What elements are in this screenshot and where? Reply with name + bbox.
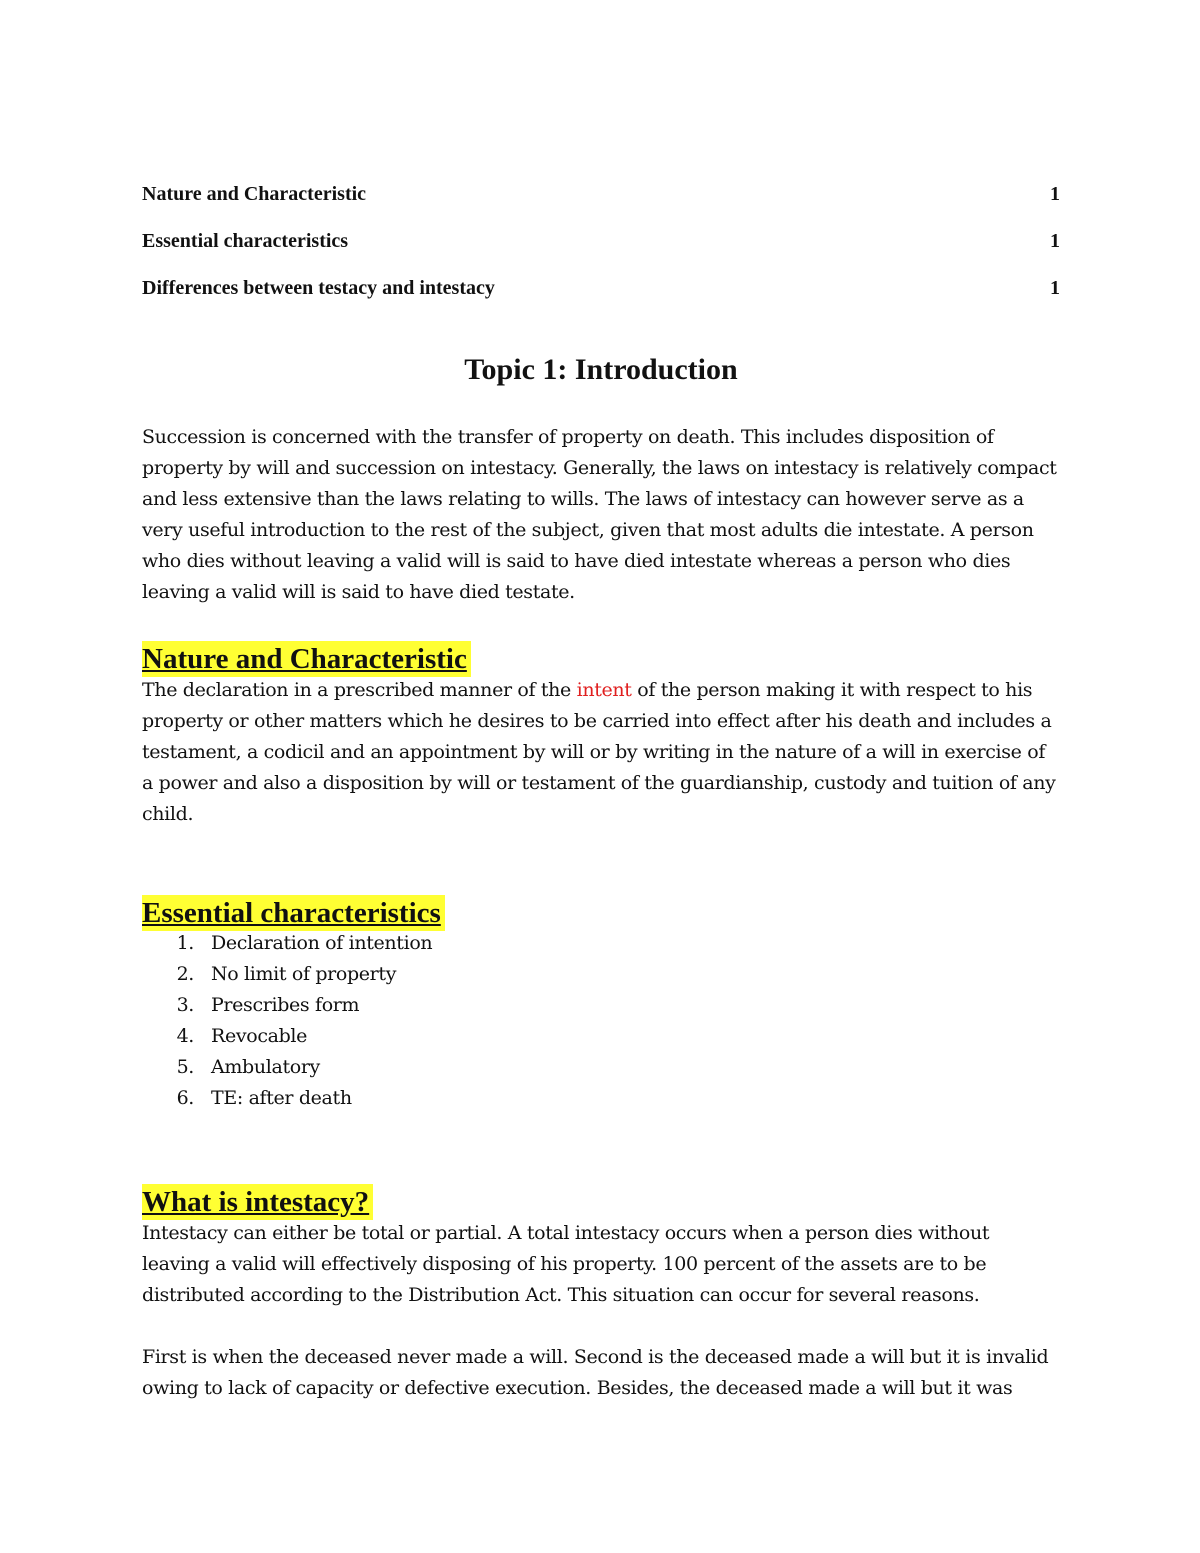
list-item-text: Ambulatory xyxy=(211,1056,320,1078)
essential-heading: Essential characteristics xyxy=(142,895,445,931)
toc-entry-page: 1 xyxy=(1050,277,1060,299)
document-title: Topic 1: Introduction xyxy=(464,353,738,386)
intro-paragraph: Succession is concerned with the transfer of property on death. This includes disposition of property by will and succession on intestacy. Generally, the laws on intestacy is relatively compact and less extensive than the laws relating to wills. The laws of intestacy can however serve as a very useful introduction to the rest of the subject, given that most adults die intestate. A person who dies without leaving a valid will is said to have died intestate whereas a person who dies leaving a valid will is said to have died testate. xyxy=(142,426,1057,603)
intestacy-heading: What is intestacy? xyxy=(142,1184,373,1220)
table-of-contents xyxy=(142,176,1060,317)
list-item xyxy=(142,1052,432,1083)
toc-entry[interactable] xyxy=(142,176,1060,223)
toc-entry-label: Essential characteristics xyxy=(142,230,349,252)
essential-list xyxy=(142,928,432,1114)
list-item xyxy=(142,1083,432,1114)
nature-paragraph xyxy=(142,675,1060,830)
list-item-number: 6. xyxy=(176,1087,194,1109)
nature-text-before: The declaration in a prescribed manner of the xyxy=(142,679,577,701)
list-item-text: No limit of property xyxy=(211,963,397,985)
toc-entry-page: 1 xyxy=(1050,183,1060,205)
toc-entry-page: 1 xyxy=(1050,230,1060,252)
toc-entry[interactable] xyxy=(142,270,1060,317)
intestacy-paragraph-1: Intestacy can either be total or partial. A total intestacy occurs when a person dies without leaving a valid will effectively disposing of his property. 100 percent of the assets are to be distributed according to the Distribution Act. This situation can occur for several reasons. xyxy=(142,1222,990,1306)
toc-entry-label: Differences between testacy and intestacy xyxy=(142,277,495,299)
list-item-number: 2. xyxy=(176,963,194,985)
intestacy-paragraph-2: First is when the deceased never made a will. Second is the deceased made a will but it is invalid owing to lack of capacity or defective execution. Besides, the deceased made a will but it was xyxy=(142,1346,1049,1399)
toc-entry-label: Nature and Characteristic xyxy=(142,183,367,205)
list-item-text: TE: after death xyxy=(211,1087,352,1109)
list-item-number: 4. xyxy=(176,1025,194,1047)
toc-entry[interactable] xyxy=(142,223,1060,270)
list-item-number: 3. xyxy=(176,994,194,1016)
nature-text-after: of the person making it with respect to his property or other matters which he desires to be carried into effect after his death and includes a testament, a codicil and an appointment by will or by writing in the nature of a will in exercise of a power and also a disposition by will or testament of the guardianship, custody and tuition of any child. xyxy=(142,679,1056,825)
list-item-text: Revocable xyxy=(211,1025,308,1047)
list-item xyxy=(142,990,432,1021)
list-item xyxy=(142,928,432,959)
intent-highlight: intent xyxy=(576,679,632,701)
list-item-number: 1. xyxy=(176,932,194,954)
list-item-text: Prescribes form xyxy=(211,994,360,1016)
list-item-number: 5. xyxy=(176,1056,194,1078)
list-item xyxy=(142,1021,432,1052)
nature-heading: Nature and Characteristic xyxy=(142,641,471,677)
list-item-text: Declaration of intention xyxy=(211,932,433,954)
list-item xyxy=(142,959,432,990)
